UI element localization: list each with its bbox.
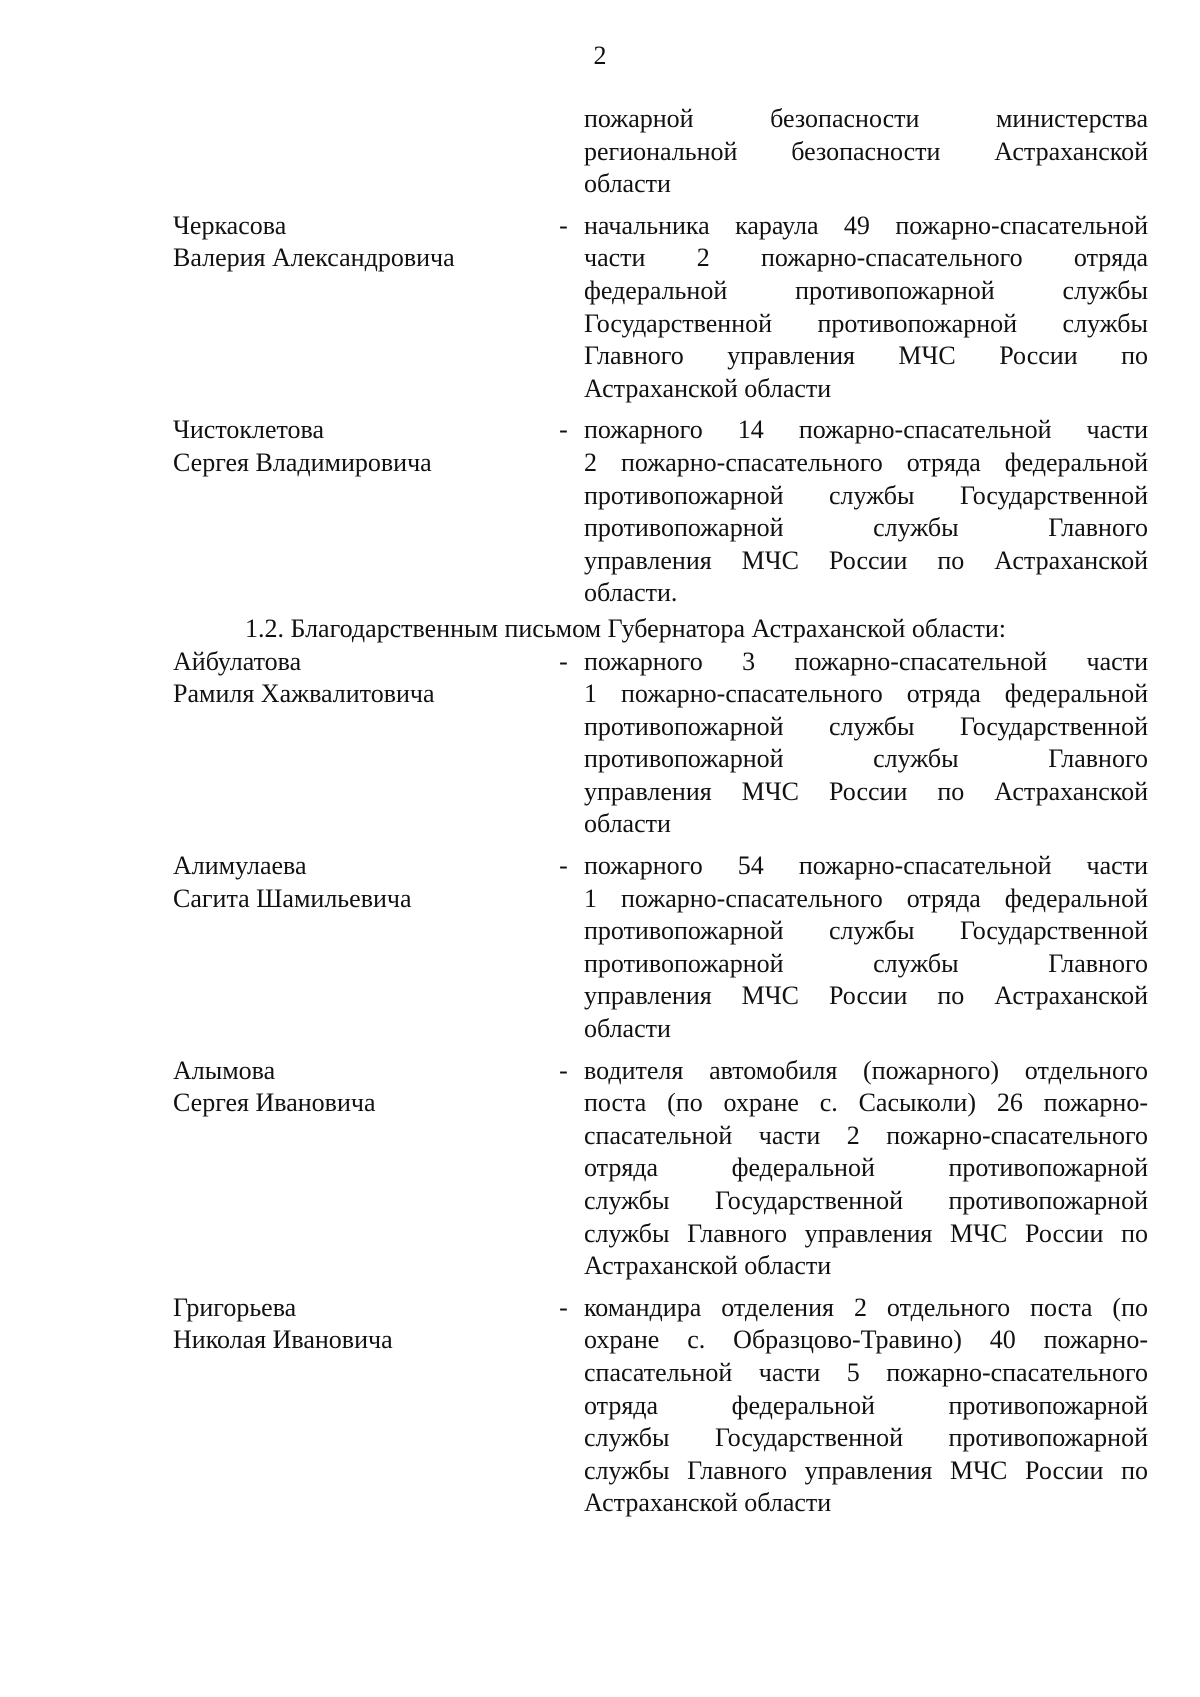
person-surname: Алымова — [173, 1055, 276, 1085]
entry-description — [584, 850, 1148, 1046]
continuation-entry — [173, 103, 1148, 201]
person-name — [173, 646, 543, 842]
description-line: спасательной части 2 пожарно-спасательного — [584, 1120, 1148, 1150]
description-line: Астраханской области — [584, 373, 832, 403]
entry-dash: - — [559, 851, 568, 881]
person-name — [173, 1292, 543, 1520]
description-line: командира отделения 2 отдельного поста (по — [584, 1292, 1148, 1322]
description-line: противопожарной службы Главного — [584, 744, 1148, 774]
award-entry — [173, 646, 1148, 842]
description-line: области — [584, 809, 671, 839]
entry-dash: - — [559, 1055, 568, 1085]
person-surname: Чистоклетова — [173, 415, 325, 445]
description-line: 1 пожарно-спасательного отряда федеральной — [584, 883, 1148, 913]
entry-dash: - — [559, 210, 568, 240]
entry-dash: - — [559, 1292, 568, 1322]
person-surname: Черкасова — [173, 210, 287, 240]
description-line: управления МЧС России по Астраханской — [584, 981, 1148, 1011]
award-entry — [173, 414, 1148, 610]
description-line: службы Главного управления МЧС России по — [584, 1455, 1148, 1485]
description-line: управления МЧС России по Астраханской — [584, 545, 1148, 575]
person-surname: Григорьева — [173, 1292, 297, 1322]
description-line: противопожарной службы Государственной — [584, 711, 1148, 741]
person-name — [173, 1055, 543, 1283]
person-surname: Алимулаева — [173, 851, 307, 881]
description-line: пожарного 14 пожарно-спасательной части — [584, 415, 1148, 445]
person-name — [173, 210, 543, 406]
person-given-name: Сергея Владимировича — [173, 447, 432, 477]
award-entry — [173, 1292, 1148, 1520]
description-line: управления МЧС России по Астраханской — [584, 776, 1148, 806]
description-line: пожарного 3 пожарно-спасательной части — [584, 646, 1148, 676]
description-line: пожарной безопасности министерства — [584, 104, 1148, 133]
description-line: 1 пожарно-спасательного отряда федеральной — [584, 679, 1148, 709]
description-line: федеральной противопожарной службы — [584, 275, 1148, 305]
award-entry — [173, 850, 1148, 1046]
description-line: службы Главного управления МЧС России по — [584, 1218, 1148, 1248]
person-given-name: Николая Ивановича — [173, 1325, 393, 1355]
description-line: противопожарной службы Главного — [584, 948, 1148, 978]
section-heading: 1.2. Благодарственным письмом Губернатора Астраханской области: — [245, 613, 1006, 643]
entry-description — [584, 103, 1148, 201]
description-line: службы Государственной противопожарной — [584, 1423, 1148, 1453]
description-line: водителя автомобиля (пожарного) отдельного — [584, 1055, 1148, 1085]
person-given-name: Рамиля Хажвалитовича — [173, 679, 435, 709]
document-body — [173, 103, 1148, 1529]
person-surname: Айбулатова — [173, 646, 302, 676]
person-name — [173, 414, 543, 610]
person-given-name: Сергея Ивановича — [173, 1088, 376, 1118]
description-line: отряда федеральной противопожарной — [584, 1153, 1148, 1183]
description-line: области — [584, 169, 671, 199]
description-line: Государственной противопожарной службы — [584, 308, 1148, 338]
page-number: 2 — [593, 41, 607, 70]
person-given-name: Валерия Александровича — [173, 243, 455, 273]
description-line: области. — [584, 578, 678, 608]
description-line: Астраханской области — [584, 1251, 832, 1281]
description-line: противопожарной службы Главного — [584, 513, 1148, 543]
description-line: отряда федеральной противопожарной — [584, 1390, 1148, 1420]
description-line: части 2 пожарно-спасательного отряда — [584, 243, 1148, 273]
description-line: службы Государственной противопожарной — [584, 1186, 1148, 1215]
entry-description — [584, 210, 1148, 406]
award-entry — [173, 1055, 1148, 1283]
description-line: противопожарной службы Государственной — [584, 480, 1148, 510]
description-line: охране с. Образцово-Травино) 40 пожарно- — [584, 1325, 1148, 1355]
description-line: региональной безопасности Астраханской — [584, 136, 1148, 166]
entry-dash: - — [559, 415, 568, 445]
person-name — [173, 850, 543, 1046]
description-line: начальника караула 49 пожарно-спасательной — [584, 210, 1148, 240]
entry-description — [584, 1055, 1148, 1283]
entry-description — [584, 646, 1148, 842]
entry-description — [584, 1292, 1148, 1520]
person-given-name: Сагита Шамильевича — [173, 883, 412, 913]
description-line: Астраханской области — [584, 1488, 832, 1518]
entry-dash: - — [559, 646, 568, 676]
description-line: 2 пожарно-спасательного отряда федеральной — [584, 447, 1148, 477]
description-line: противопожарной службы Государственной — [584, 916, 1148, 946]
description-line: пожарного 54 пожарно-спасательной части — [584, 851, 1148, 881]
award-entry — [173, 210, 1148, 406]
entry-description — [584, 414, 1148, 610]
description-line: спасательной части 5 пожарно-спасательного — [584, 1357, 1148, 1387]
description-line: области — [584, 1014, 671, 1044]
description-line: поста (по охране с. Сасыколи) 26 пожарно- — [584, 1088, 1148, 1118]
description-line: Главного управления МЧС России по — [584, 341, 1148, 371]
